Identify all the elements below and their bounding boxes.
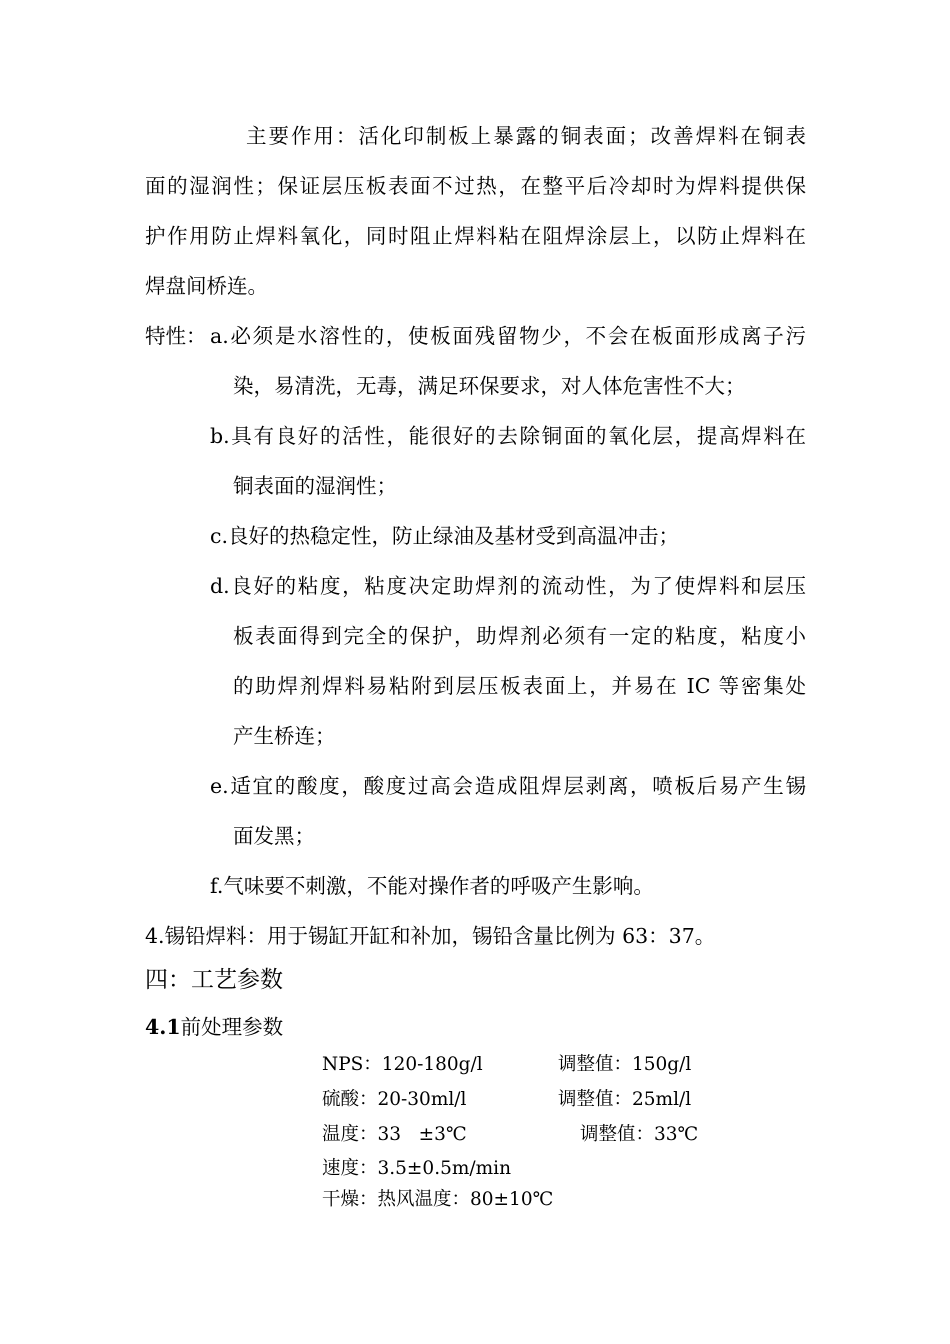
property-d-line-3: 的助焊剂焊料易粘附到层压板表面上，并易在 IC 等密集处	[233, 674, 806, 698]
param-row-1-right: 调整值：150g/l	[558, 1054, 692, 1075]
param-row-1-left: NPS：120-180g/l	[322, 1054, 483, 1075]
property-f-line-1: f.气味要不刺激，不能对操作者的呼吸产生影响。	[210, 874, 654, 898]
property-e-line-2: 面发黑；	[233, 824, 315, 848]
param-row-2-right: 调整值：25ml/l	[558, 1089, 692, 1110]
property-d-line-1: d.良好的粘度，粘度决定助焊剂的流动性，为了使焊料和层压	[210, 574, 806, 598]
param-row-3-left: 温度：33 ±3℃	[322, 1124, 467, 1145]
section-4-heading: 四：工艺参数	[145, 967, 283, 993]
section-4-1-heading	[145, 1013, 283, 1041]
property-b-line-2: 铜表面的湿润性；	[233, 474, 397, 498]
section-4-1-title: 前处理参数	[180, 1015, 284, 1039]
intro-line-3: 护作用防止焊料氧化，同时阻止焊料粘在阻焊涂层上，以防止焊料在	[145, 224, 806, 248]
intro-line-1: 主要作用：活化印制板上暴露的铜表面；改善焊料在铜表	[246, 124, 806, 148]
properties-label: 特性：	[145, 324, 207, 348]
item-4-solder: 4.锡铅焊料：用于锡缸开缸和补加，锡铅含量比例为 63：37。	[145, 924, 716, 948]
property-e-line-1: e.适宜的酸度，酸度过高会造成阻焊层剥离，喷板后易产生锡	[210, 774, 806, 798]
param-row-2-left: 硫酸：20-30ml/l	[322, 1089, 467, 1110]
param-row-5-left: 干燥：热风温度：80±10℃	[322, 1189, 554, 1210]
section-4-1-number: 4.1	[145, 1015, 181, 1039]
intro-line-2: 面的湿润性；保证层压板表面不过热，在整平后冷却时为焊料提供保	[145, 174, 806, 198]
property-a-line-2: 染，易清洗，无毒，满足环保要求，对人体危害性不大；	[233, 374, 746, 398]
property-a-line-1: a.必须是水溶性的，使板面残留物少，不会在板面形成离子污	[210, 324, 806, 348]
property-d-line-2: 板表面得到完全的保护，助焊剂必须有一定的粘度，粘度小	[233, 624, 806, 648]
property-c-line-1: c.良好的热稳定性，防止绿油及基材受到高温冲击；	[210, 524, 679, 548]
intro-line-4: 焊盘间桥连。	[145, 274, 268, 298]
property-b-line-1: b.具有良好的活性，能很好的去除铜面的氧化层，提高焊料在	[210, 424, 806, 448]
param-row-3-right: 调整值：33℃	[580, 1124, 699, 1145]
property-d-line-4: 产生桥连；	[233, 724, 336, 748]
param-row-4-left: 速度：3.5±0.5m/min	[322, 1158, 511, 1179]
